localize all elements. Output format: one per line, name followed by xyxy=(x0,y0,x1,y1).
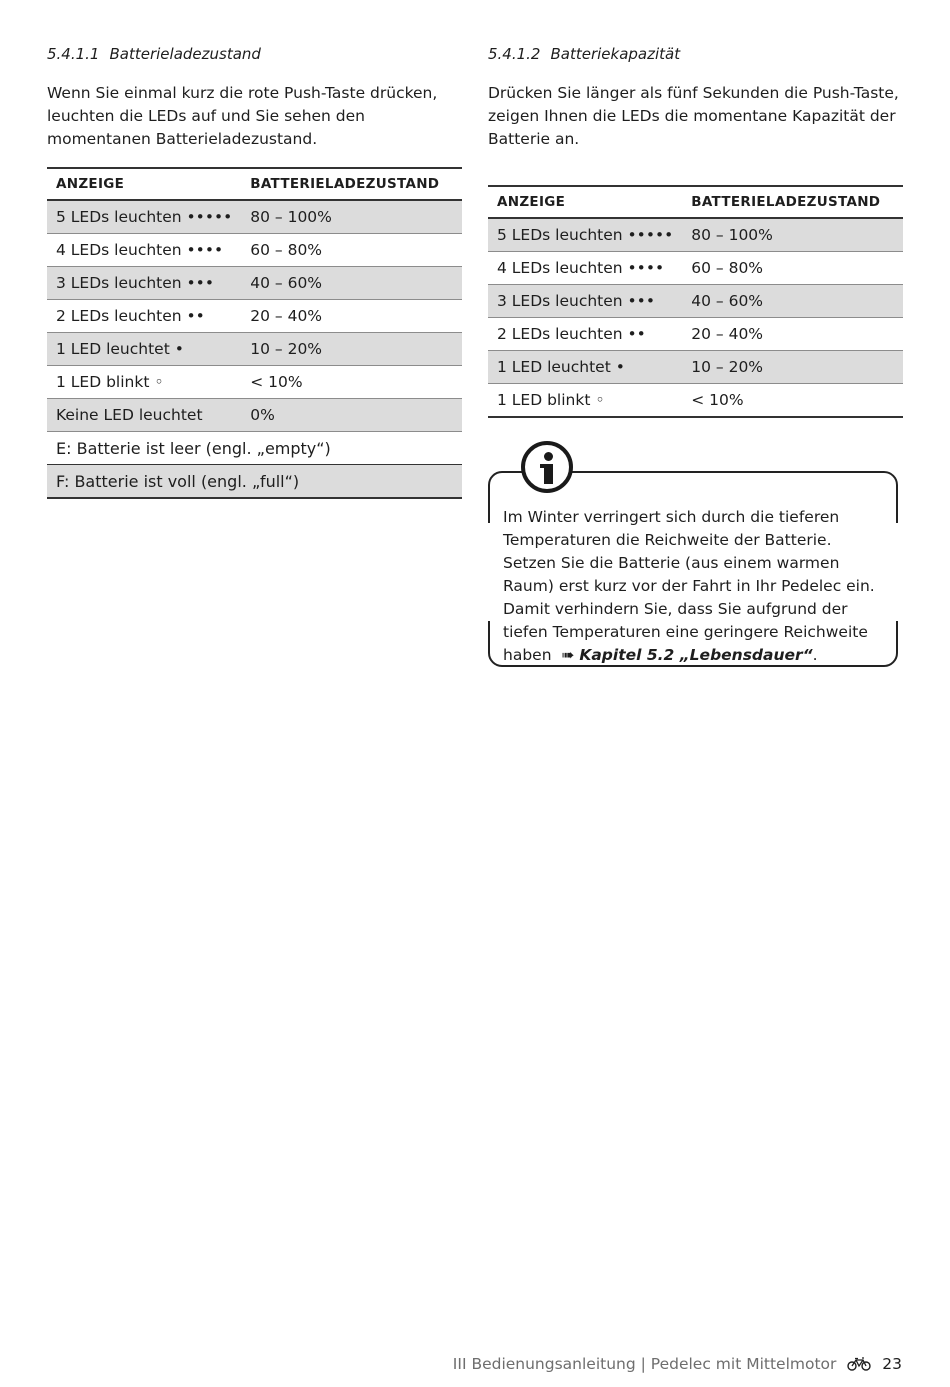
charge-value-cell: 0% xyxy=(241,399,462,432)
section-number: 5.4.1.1 xyxy=(47,45,100,63)
capacity-table xyxy=(488,185,903,418)
charge-value-cell: < 10% xyxy=(682,384,903,418)
charge-value-cell: 20 – 40% xyxy=(241,300,462,333)
charge-state-table xyxy=(47,167,462,499)
table-row xyxy=(47,333,462,366)
column-header-charge-state: BATTERIELADEZUSTAND xyxy=(682,186,903,218)
chapter-reference-link[interactable]: Kapitel 5.2 „Lebensdauer“ xyxy=(579,646,813,664)
charge-value-cell: 60 – 80% xyxy=(241,234,462,267)
notice-text: Im Winter verringert sich durch die tieferen Temperaturen die Reichweite der Batterie. Setzen Sie die Batterie (aus einem warmen Raum) erst kurz vor der Fahrt in Ihr Pedelec ein. Damit verhindern Sie, dass Sie aufgrund der tiefen Temperaturen eine geringere Reichweite haben ➠ Kapitel 5.2 „Lebensdauer“. xyxy=(503,508,875,664)
table-row xyxy=(488,218,903,252)
table-header-row xyxy=(488,186,903,218)
table-row xyxy=(488,318,903,351)
charge-value-cell: < 10% xyxy=(241,366,462,399)
table-row xyxy=(47,267,462,300)
led-display-cell: 2 LEDs leuchten •• xyxy=(488,318,682,351)
charge-value-cell: 10 – 20% xyxy=(241,333,462,366)
led-display-cell: 3 LEDs leuchten ••• xyxy=(488,285,682,318)
led-display-cell: 1 LED blinkt ◦ xyxy=(488,384,682,418)
table-row xyxy=(47,300,462,333)
full-note-cell: F: Batterie ist voll (engl. „full“) xyxy=(47,465,462,499)
table-row xyxy=(47,399,462,432)
footer-title: III Bedienungsanleitung | Pedelec mit Mittelmotor xyxy=(452,1355,837,1373)
led-display-cell: 1 LED leuchtet • xyxy=(488,351,682,384)
charge-value-cell: 20 – 40% xyxy=(682,318,903,351)
column-header-display: ANZEIGE xyxy=(488,186,682,218)
led-display-cell: Keine LED leuchtet xyxy=(47,399,241,432)
table-row xyxy=(488,252,903,285)
led-display-cell: 5 LEDs leuchten ••••• xyxy=(488,218,682,252)
table-row-empty-note xyxy=(47,432,462,465)
led-display-cell: 5 LEDs leuchten ••••• xyxy=(47,200,241,234)
section-number: 5.4.1.2 xyxy=(488,45,541,63)
charge-value-cell: 40 – 60% xyxy=(682,285,903,318)
led-display-cell: 4 LEDs leuchten •••• xyxy=(488,252,682,285)
table-row xyxy=(488,351,903,384)
table-row xyxy=(488,285,903,318)
section-heading xyxy=(47,44,462,64)
led-display-cell: 1 LED blinkt ◦ xyxy=(47,366,241,399)
notice-body: Im Winter verringert sich durch die tieferen Temperaturen die Reichweite der Batterie. Setzen Sie die Batterie (aus einem warmen Raum) erst kurz vor der Fahrt in Ihr Pedelec ein. Damit verhindern Sie, dass Sie aufgrund der tiefen Temperaturen eine geringere Reichweite haben xyxy=(503,508,875,664)
page-footer xyxy=(453,1355,902,1375)
section-title: Batterieladezustand xyxy=(109,45,261,63)
charge-value-cell: 80 – 100% xyxy=(682,218,903,252)
charge-value-cell: 60 – 80% xyxy=(682,252,903,285)
info-icon xyxy=(521,441,573,493)
led-display-cell: 3 LEDs leuchten ••• xyxy=(47,267,241,300)
column-header-display: ANZEIGE xyxy=(47,168,241,200)
table-row xyxy=(47,366,462,399)
led-display-cell: 2 LEDs leuchten •• xyxy=(47,300,241,333)
table-row xyxy=(488,384,903,418)
section-battery-capacity xyxy=(488,44,903,418)
intro-paragraph: Drücken Sie länger als fünf Sekunden die Push-Taste, zeigen Ihnen die LEDs die momentane Kapazität der Batterie an. xyxy=(488,84,899,148)
table-row-full-note xyxy=(47,465,462,499)
table-header-row xyxy=(47,168,462,200)
page-number: 23 xyxy=(882,1355,902,1373)
charge-value-cell: 40 – 60% xyxy=(241,267,462,300)
intro-paragraph: Wenn Sie einmal kurz die rote Push-Taste drücken, leuchten die LEDs auf und Sie sehen den momentanen Batterieladezustand. xyxy=(47,84,438,148)
arrow-icon: ➠ xyxy=(561,646,575,664)
column-header-charge-state: BATTERIELADEZUSTAND xyxy=(241,168,462,200)
section-battery-charge-state xyxy=(47,44,462,499)
charge-value-cell: 80 – 100% xyxy=(241,200,462,234)
table-row xyxy=(47,200,462,234)
empty-note-cell: E: Batterie ist leer (engl. „empty“) xyxy=(47,432,462,465)
led-display-cell: 1 LED leuchtet • xyxy=(47,333,241,366)
section-heading xyxy=(488,44,903,64)
info-notice-box xyxy=(488,471,898,667)
led-display-cell: 4 LEDs leuchten •••• xyxy=(47,234,241,267)
table-row xyxy=(47,234,462,267)
section-title: Batteriekapazität xyxy=(550,45,681,63)
bicycle-icon xyxy=(847,1357,871,1375)
charge-value-cell: 10 – 20% xyxy=(682,351,903,384)
